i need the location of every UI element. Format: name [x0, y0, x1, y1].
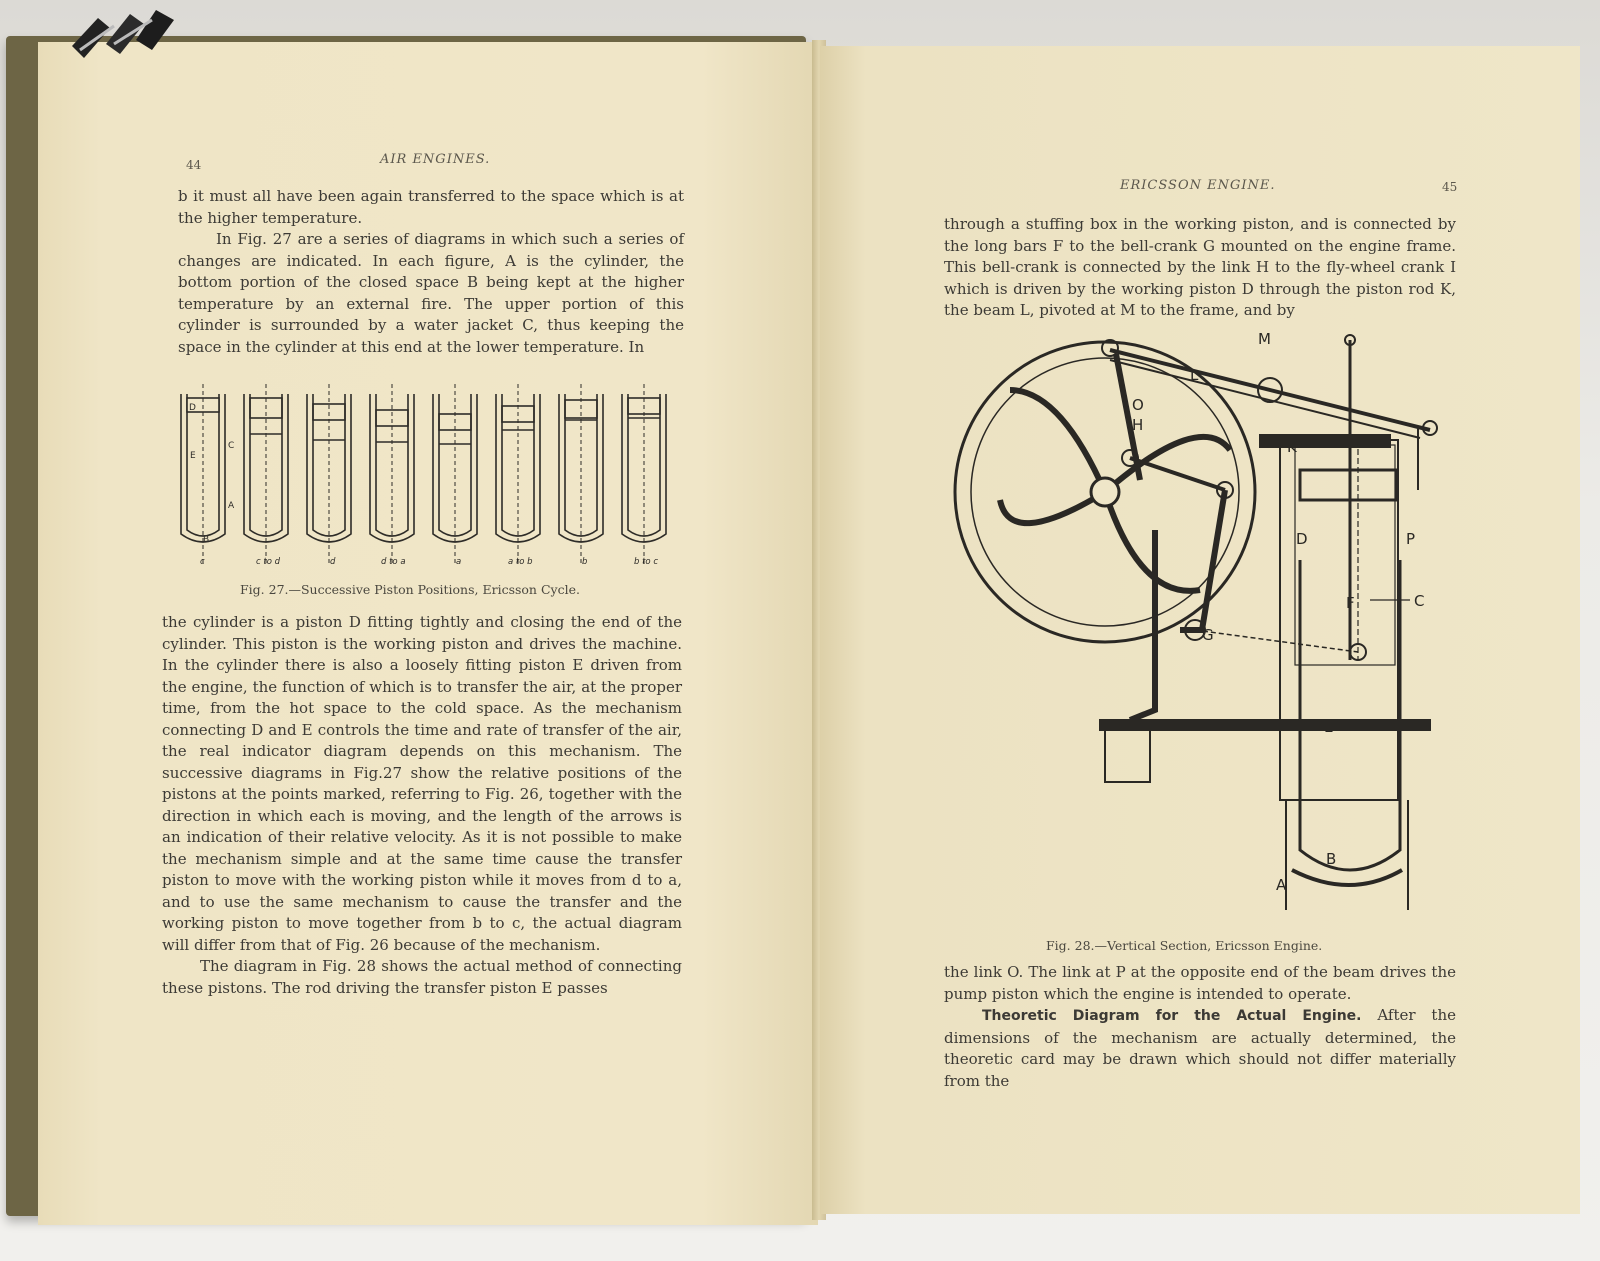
paragraph-3: the cylinder is a piston D fitting tightly and closing the end of the cylinder. This piston is the working piston and drives the machine. In the cylinder there is also a loosely fitting piston E driven from the engine, the function of which is to transfer the air, at the proper time, from the hot space to the cold space. As the mechanism connecting D and E controls the time and rate of transfer of the air, the real indicator diagram depends on this mechanism. The successive diagrams in Fig.27 show the relative positions of the pistons at the points marked, referring to Fig. 26, together with the direction in which each is moving, and the length of the arrows is an indication of their relative velocity. As it is not possible to make the mechanism simple and at the same time cause the transfer piston to move with the working piston while it moves from d to a, and to use the same mechanism to cause the transfer and the working piston to move together from b to c, the actual diagram will differ from that of Fig. 26 because of the mechanism. — [162, 613, 682, 954]
fig28-label-F: F — [1346, 594, 1355, 612]
paragraph-2: In Fig. 27 are a series of diagrams in which such a series of changes are indicated. In each figure, A is the cylinder, the bottom portion of the closed space B being kept at the higher temperature by an external fire. The upper portion of this cylinder is surrounded by a water jacket C, thus keeping the space in the cylinder at this end at the lower temperature. In — [178, 230, 684, 356]
fig28-label-P: P — [1406, 530, 1416, 548]
fig27-pos-3: d — [330, 557, 336, 567]
fig27-pos-5: a — [456, 557, 462, 567]
cylinder-2 — [244, 384, 288, 564]
paragraph-1: b it must all have been again transferred to the space which is at the higher temperature. — [178, 187, 684, 227]
fig28-label-G: G — [1202, 626, 1214, 644]
fig28-label-A: A — [1276, 876, 1287, 894]
figure-27-piston-positions — [176, 384, 686, 574]
fig27-pos-2: c to d — [256, 557, 281, 567]
fig28-label-C: C — [1414, 592, 1425, 610]
cylinder-3 — [307, 384, 351, 564]
cylinder-8 — [622, 384, 666, 564]
fig27-label-D: D — [189, 403, 196, 413]
fig27-pos-1: c — [200, 557, 205, 567]
fig27-pos-6: a to b — [508, 557, 533, 567]
fig27-label-E: E — [190, 451, 196, 461]
section-heading: Theoretic Diagram for the Actual Engine. — [982, 1008, 1362, 1024]
fig28-label-H: H — [1132, 416, 1144, 434]
paragraph-4: The diagram in Fig. 28 shows the actual method of connecting these pistons. The rod driving the transfer piston E passes — [162, 957, 682, 997]
binder-clip-icon — [70, 6, 180, 66]
paragraph-right-3: After the dimensions of the mechanism are actually determined, the theoretic card may be drawn which should not differ materially from the — [944, 1006, 1456, 1090]
paragraph-intro — [178, 186, 684, 358]
fig27-pos-4: d to a — [381, 557, 406, 567]
paragraph-body — [162, 612, 682, 999]
fig28-label-L: L — [1190, 366, 1199, 384]
page-number-right: 45 — [1442, 180, 1458, 194]
fig27-label-B: B — [203, 535, 210, 545]
fig27-label-C: C — [228, 441, 235, 451]
fig28-label-M: M — [1258, 330, 1271, 348]
paragraph-right-1: through a stuffing box in the working piston, and is connected by the long bars F to the bell-crank G mounted on the engine frame. This bell-crank is connected by the link H to the fly-wheel crank I which is driven by the working piston D through the piston rod K, the beam L, pivoted at M to the frame, and by — [944, 215, 1456, 319]
fig27-pos-8: b to c — [634, 557, 659, 567]
fig27-pos-7: b — [582, 557, 588, 567]
fig27-label-A: A — [228, 501, 235, 511]
fig28-label-D: D — [1296, 530, 1308, 548]
fig28-label-E: E — [1324, 718, 1334, 736]
running-head: AIR ENGINES. — [380, 152, 491, 167]
cylinder-7 — [559, 384, 603, 564]
cylinder-5 — [433, 384, 477, 564]
paragraph-right-2-text: the link O. The link at P at the opposite end of the beam drives the pump piston which the engine is intended to operate. — [944, 963, 1456, 1003]
fig28-label-K: K — [1287, 438, 1297, 456]
fig28-label-O: O — [1132, 396, 1144, 414]
cylinder-6 — [496, 384, 540, 564]
fig28-label-B: B — [1326, 850, 1337, 868]
page-number: 44 — [186, 158, 202, 172]
paragraph-right-2 — [944, 962, 1456, 1092]
figure-28-caption: Fig. 28.—Vertical Section, Ericsson Engine. — [1046, 938, 1323, 953]
running-head-right: ERICSSON ENGINE. — [1120, 178, 1276, 193]
figure-28-vertical-section — [940, 330, 1460, 930]
cylinder-4 — [370, 384, 414, 564]
figure-27-caption: Fig. 27.—Successive Piston Positions, Ericsson Cycle. — [240, 582, 580, 597]
